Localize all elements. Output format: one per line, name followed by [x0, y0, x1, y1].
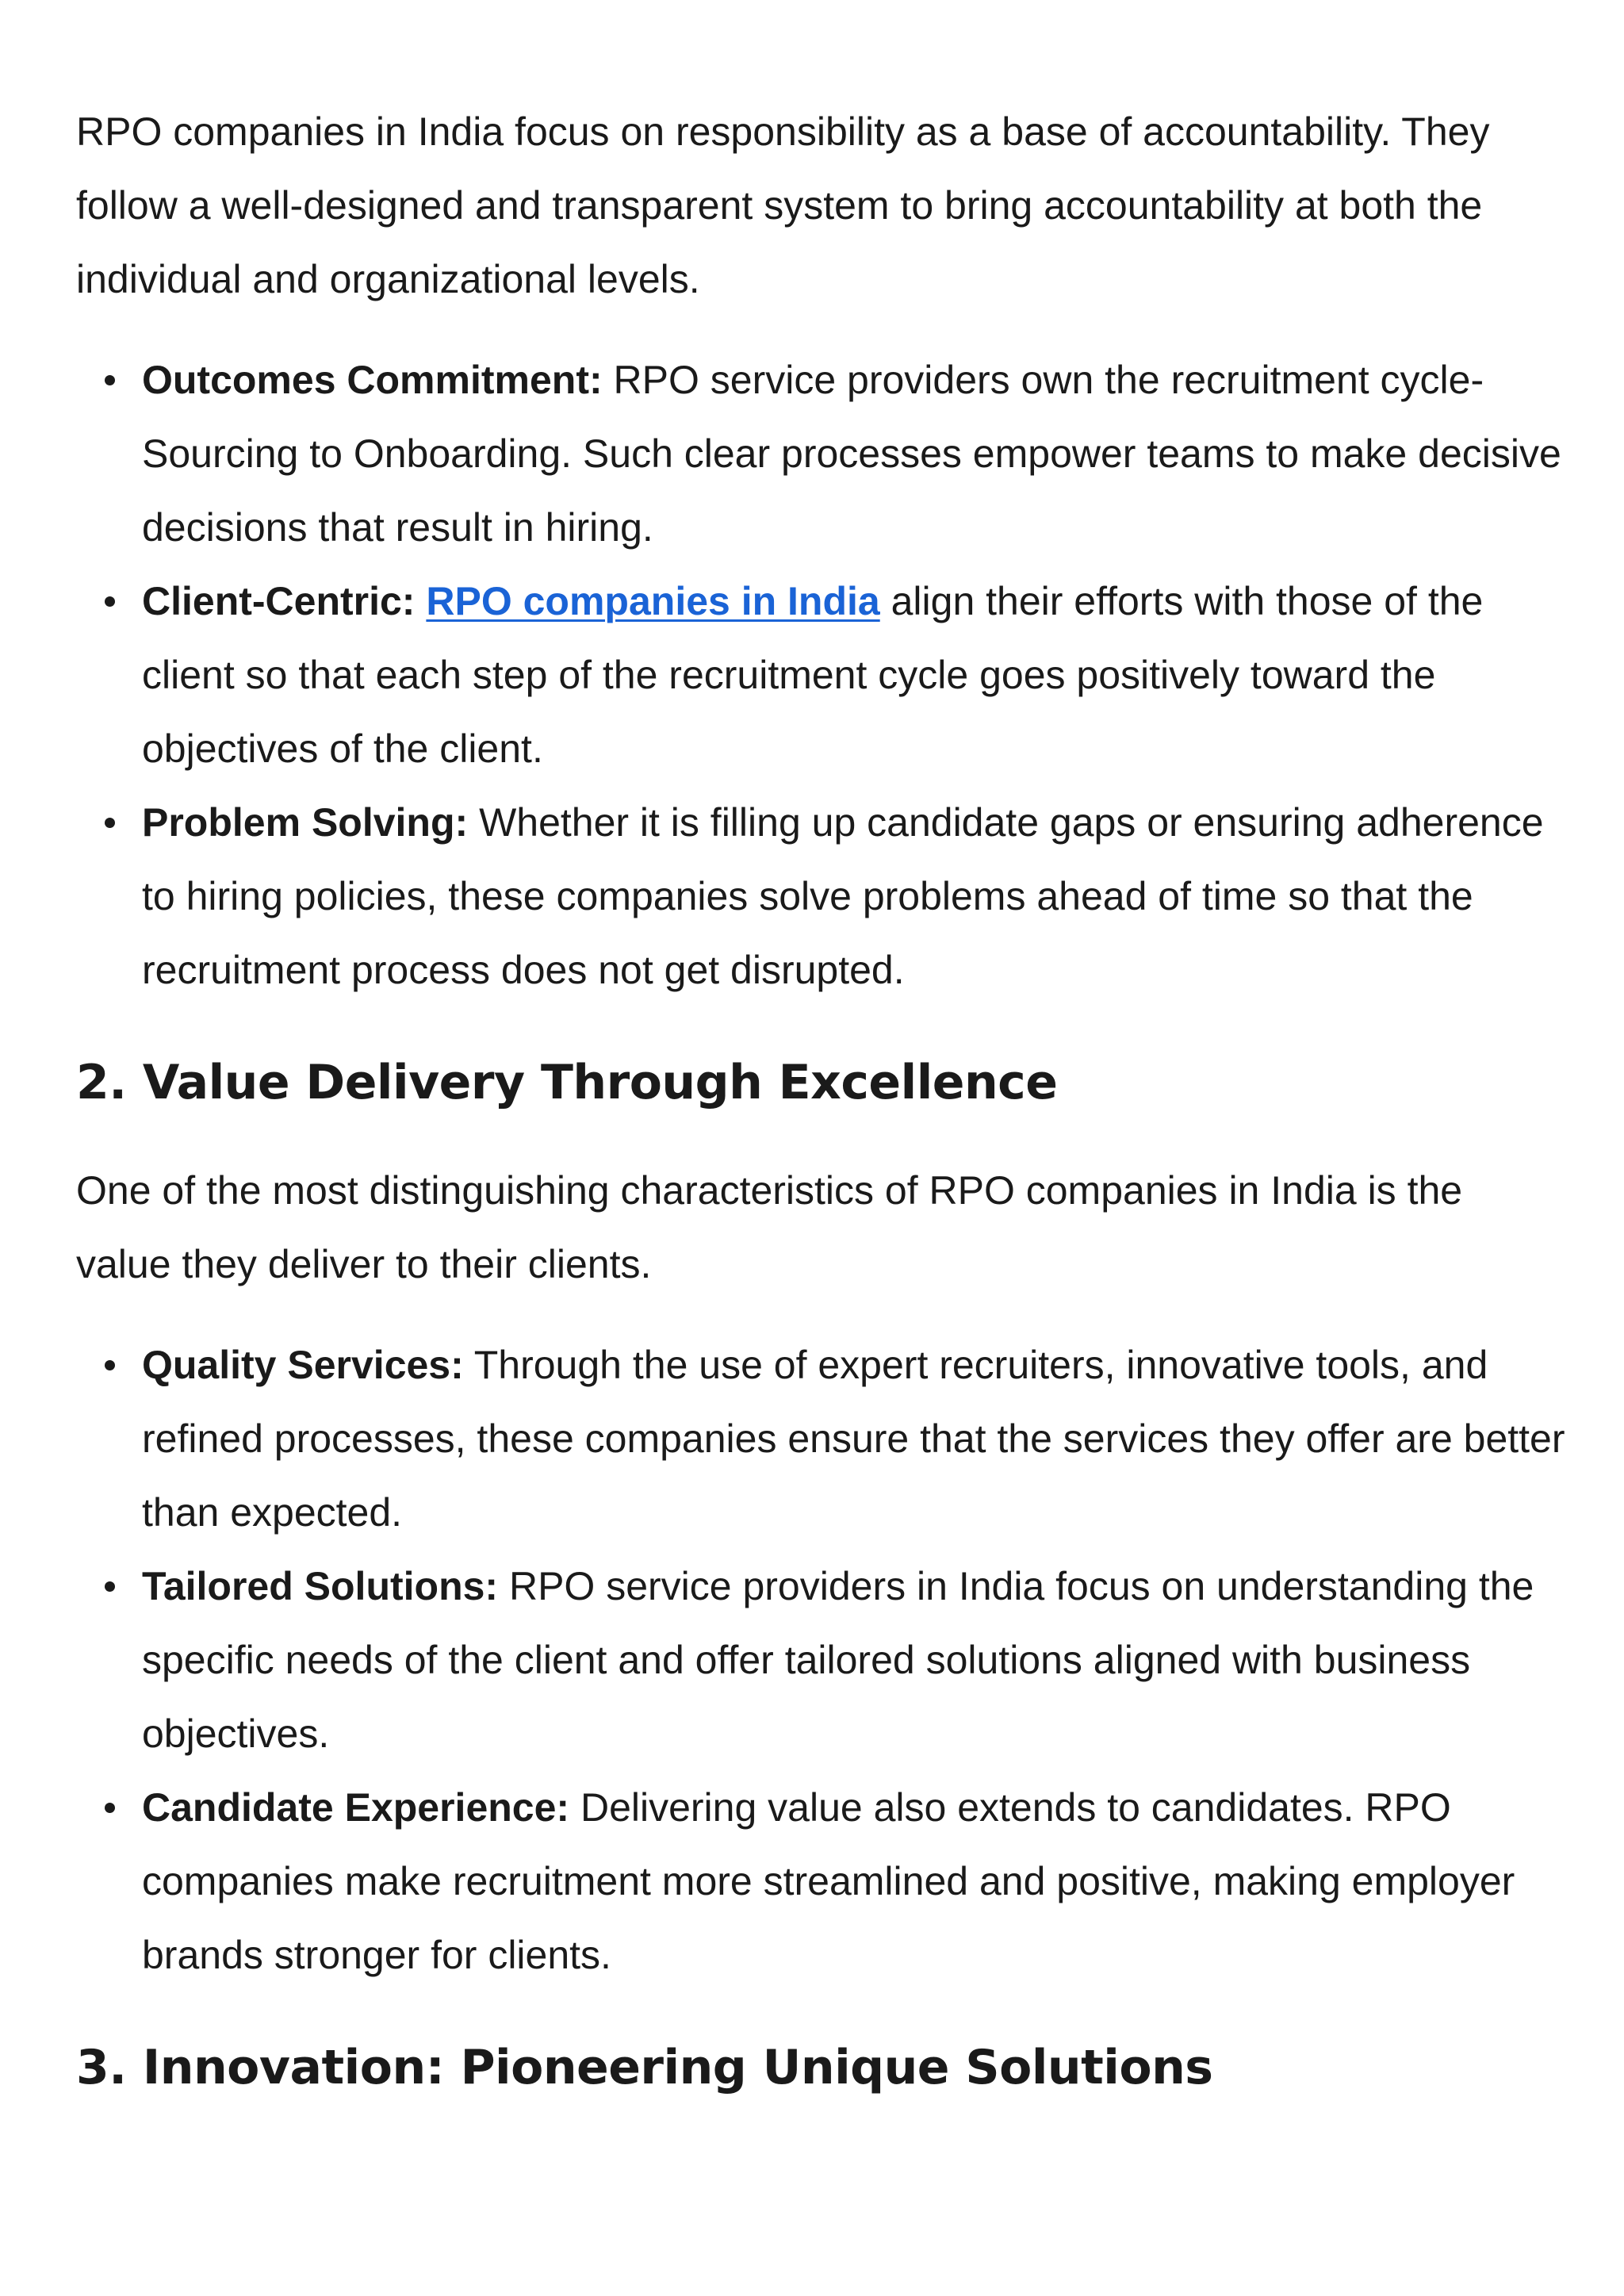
- intro-paragraph: RPO companies in India focus on responsibility as a base of accountability. They follow a well-designed and transparent system to bring accountability at both the individual and organizational levels.: [76, 109, 1490, 301]
- bullet-dot-icon: [105, 375, 115, 385]
- bullet-dot-icon: [105, 1360, 115, 1370]
- bullet-text: RPO service providers own the recruitment cycle-Sourcing to Onboarding. Such clear processes empower teams to make decisive decisions that result in hiring.: [142, 358, 1561, 550]
- list-item: [76, 1550, 1567, 1771]
- bullet-text: RPO service providers in India focus on understanding the specific needs of the client and offer tailored solutions aligned with business objectives.: [142, 1564, 1534, 1756]
- list-item: [76, 565, 1567, 786]
- bullet-dot-icon: [105, 818, 115, 828]
- bullet-term: Tailored Solutions:: [142, 1564, 499, 1608]
- bullet-text: align their efforts with those of the client so that each step of the recruitment cycle goes positively toward the objectives of the client.: [142, 579, 1484, 771]
- list-item: [76, 1328, 1567, 1550]
- section-heading-value-delivery: 2. Value Delivery Through Excellence: [76, 1055, 1058, 1110]
- value-delivery-paragraph: One of the most distinguishing characteristics of RPO companies in India is the value they deliver to their clients.: [76, 1168, 1463, 1286]
- bullet-dot-icon: [105, 1803, 115, 1813]
- list-item: [76, 1771, 1567, 1992]
- list-item: [76, 786, 1567, 1007]
- bullet-term: Client-Centric:: [142, 579, 416, 623]
- bullet-dot-icon: [105, 1581, 115, 1592]
- article-content: [76, 95, 1567, 2099]
- bullet-term: Quality Services:: [142, 1343, 464, 1387]
- bullet-text: Delivering value also extends to candidates. RPO companies make recruitment more streamlined and positive, making employer brands stronger for clients.: [142, 1785, 1515, 1977]
- bullet-term: Candidate Experience:: [142, 1785, 570, 1830]
- section-heading-innovation: 3. Innovation: Pioneering Unique Solutions: [76, 2040, 1213, 2095]
- bullet-text: Through the use of expert recruiters, innovative tools, and refined processes, these companies ensure that the services they offer are better than expected.: [142, 1343, 1565, 1535]
- accountability-bullet-list: [76, 343, 1567, 1007]
- bullet-term: Outcomes Commitment:: [142, 358, 603, 402]
- bullet-term: Problem Solving:: [142, 800, 469, 845]
- bullet-dot-icon: [105, 596, 115, 607]
- bullet-text: Whether it is filling up candidate gaps or ensuring adherence to hiring policies, these companies solve problems ahead of time so that the recruitment process does not get disrupted.: [142, 800, 1544, 992]
- list-item: [76, 343, 1567, 565]
- rpo-companies-link[interactable]: RPO companies in India: [426, 579, 880, 623]
- value-delivery-bullet-list: [76, 1328, 1567, 1992]
